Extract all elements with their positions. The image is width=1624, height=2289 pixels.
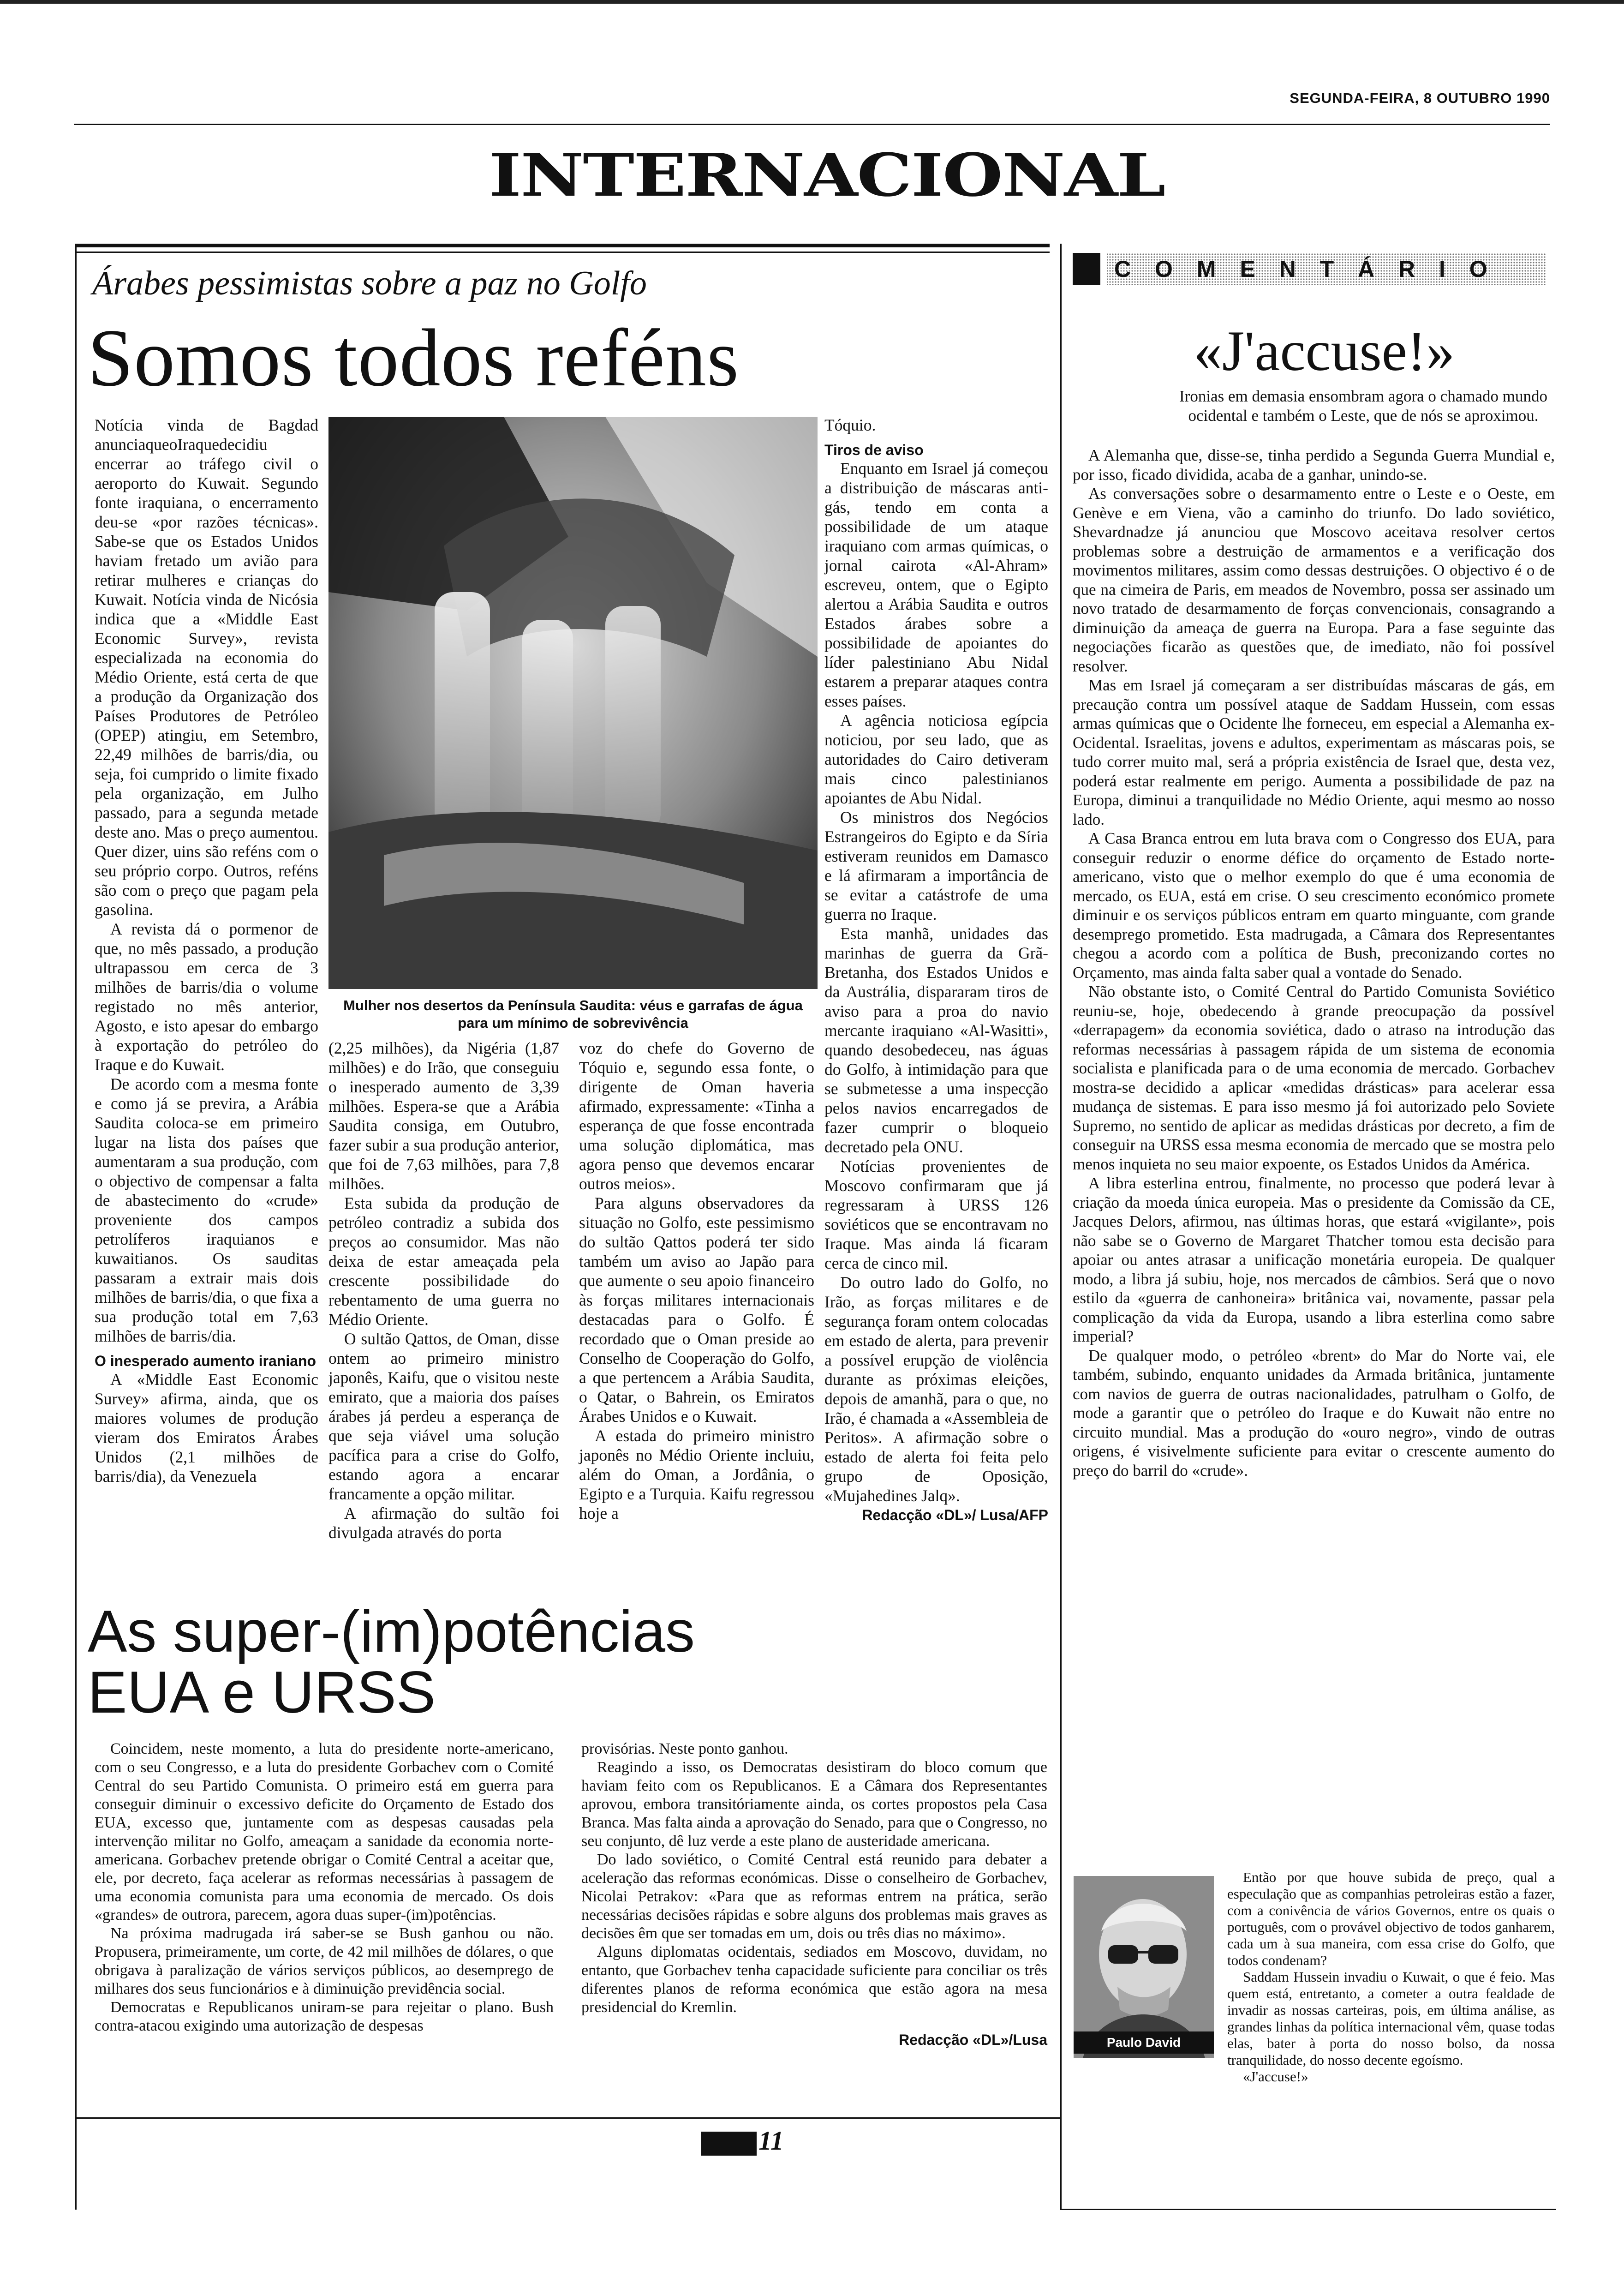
- subheading: O inesperado aumento iraniano: [95, 1353, 316, 1369]
- paragraph: Ironias em demasia ensombram agora o chamado mundo ocidental e também o Leste, que de nós se aproximou.: [1179, 387, 1547, 425]
- paragraph: Notícia vinda de Bagdad anunciaqueoIraquedecidiu encerrar ao tráfego civil o aeroporto do Kuwait. Segundo fonte iraquiana, o encerramento deu-se «por razões técnicas». Sabe-se que os Estados Unidos haviam fretado um avião para retirar mulheres e crianças do Kuwait. Notícia vinda de Nicósia indica que a «Middle East Economic Survey», revista especializada na economia do Médio Oriente, está certa de que a produção da Organização dos Países Produtores de Petróleo (OPEP) atingiu, em Setembro, 22,49 milhões de barris/dia, ou seja, foi cumprido o limite fixado pela organização, em Julho passado, para a segunda metade deste ano. Mas o preço aumentou. Quer dizer, uins são reféns com o seu próprio corpo. Outros, reféns são com o preço que pagam pela gasolina.: [95, 416, 318, 919]
- bottom-rule-right: [1060, 2209, 1556, 2210]
- author-photo: [1074, 1876, 1214, 2058]
- paragraph: Para alguns observadores da situação no Golfo, este pessimismo do sultão Qattos poderá ter sido também um aviso ao Japão para que aumente o seu apoio financeiro às forças militares internacionais destacadas para o Golfo. É recordado que o Oman preside ao Conselho de Cooperação do Golfo, a que pertencem a Arábia Saudita, o Qatar, o Bahrein, os Emiratos Árabes Unidos e o Kuwait.: [579, 1194, 814, 1426]
- comment-body-wrap: [1227, 1869, 1555, 2085]
- article-top-rule: [76, 244, 1050, 247]
- photo-graphic: [328, 417, 818, 989]
- paragraph: A «Middle East Economic Survey» afirma, ainda, que os maiores volumes de produção vieram dos Emiratos Árabes Unidos (2,1 milhões de barris/dia), da Venezuela: [95, 1370, 318, 1486]
- author-name: Paulo David: [1074, 2031, 1214, 2054]
- paragraph: A afirmação do sultão foi divulgada através do porta: [328, 1504, 559, 1542]
- article-kicker: Árabes pessimistas sobre a paz no Golfo: [92, 264, 647, 302]
- issue-date: SEGUNDA-FEIRA, 8 OUTUBRO 1990: [1290, 90, 1550, 106]
- top-border: [0, 0, 1624, 4]
- comment-label: C O M E N T Á R I O: [1114, 256, 1499, 282]
- paragraph: Enquanto em Israel já começou a distribuição de máscaras anti-gás, tendo em conta a possibilidade de um ataque iraquiano com armas químicas, o jornal cairota «Al-Ahram» escreveu, ontem, que o Egipto alertou a Arábia Saudita e outros Estados árabes sobre a possibilidade de apoiantes do líder palestiniano Abu Nidal estarem a preparar ataques contra esses países.: [824, 459, 1048, 710]
- article1-column-3: [579, 1038, 814, 1523]
- section-title: INTERNACIONAL: [489, 141, 1165, 210]
- article1-column-1: [95, 415, 318, 1486]
- folio-number: 11: [758, 2126, 784, 2156]
- article1-column-2: [328, 1038, 559, 1542]
- paragraph: «J'accuse!»: [1243, 2068, 1308, 2085]
- headline-line-2: EUA e URSS: [88, 1660, 436, 1726]
- article1-column-4: [824, 415, 1048, 1525]
- paragraph: A estada do primeiro ministro japonês no Médio Oriente incluiu, além do Oman, a Jordânia, o Egipto e a Turquia. Kaifu regressou hoje a: [579, 1426, 814, 1522]
- paragraph: O sultão Qattos, de Oman, disse ontem ao primeiro ministro japonês, Kaifu, que o visitou neste emirato, que a maioria dos países árabes já perdeu a esperança de que seja viável uma solução pacífica para a crise do Golfo, estando agora a encarar francamente a opção militar.: [328, 1330, 559, 1503]
- paragraph: Saddam Hussein invadiu o Kuwait, o que é feio. Mas quem está, entretanto, a cometer a outra fealdade de invadir as nossas carteiras, pois, em última análise, as grandes linhas da política internacional vêm, quase todas elas, bater à porta do nosso bolso, da nossa tranquilidade, do nosso decente egoísmo.: [1227, 1969, 1555, 2068]
- paragraph: A revista dá o pormenor de que, no mês passado, a produção ultrapassou em cerca de 3 milhões de barris/dia o volume registado no mês anterior, Agosto, e isto apesar do embargo à exportação do petróleo do Iraque e do Kuwait.: [95, 920, 318, 1074]
- article2-column-2: [581, 1740, 1047, 2049]
- paragraph: De qualquer modo, o petróleo «brent» do Mar do Norte vai, ele também, subindo, enquanto unidades da Armada britânica, juntamente com navios de guerra de outras nacionalidades, patrulham o Golfo, de mode a garantir que o petróleo do Iraque e do Kuwait não entre no circuito mundial. Mas a produção do «ouro negro», vindo de outras origens, é visivelmente suficiente para evitar o crescente aumento do preço do barril do «crude».: [1073, 1346, 1555, 1480]
- paragraph: De acordo com a mesma fonte e como já se previra, a Arábia Saudita coloca-se em primeiro lugar na lista dos países que aumentaram a sua produção, com o objectivo de compensar a falta de abastecimento do «crude» proveniente dos campos petrolíferos iraquianos e kuwaitianos. Os sauditas passaram a extrair mais dois milhões de barris/dia, o que fixa a sua produção total em 7,63 milhões de barris/dia.: [95, 1075, 318, 1345]
- photo-caption: Mulher nos desertos da Península Saudita: véus e garrafas de água para um mínimo de sobrevivência: [343, 997, 803, 1031]
- article-credit: Redacção «DL»/ Lusa/AFP: [862, 1507, 1048, 1523]
- comment-label-bar: [1073, 253, 1546, 285]
- bottom-rule-left: [75, 2117, 1062, 2119]
- article-credit: Redacção «DL»/Lusa: [899, 2031, 1047, 2048]
- comment-title: «J'accuse!»: [1193, 319, 1455, 383]
- paragraph: Esta subida da produção de petróleo contradiz a subida dos preços ao consumidor. Mas não deixa de estar ameaçada pela crescente possibilidade do rebentamento de uma guerra no Médio Oriente.: [328, 1194, 559, 1329]
- paragraph: Então por que houve subida de preço, qual a especulação que as companhias petroleiras estão a fazer, com a conivência de vários Governos, entre os quais o português, com o provável objectivo de todos ganharem, cada um à sua maneira, com essa crise do Golfo, que todos condenam?: [1227, 1869, 1555, 1968]
- paragraph: Coincidem, neste momento, a luta do presidente norte-americano, com o seu Congresso, e a luta do presidente Gorbachev com o Comité Central do seu Partido Comunista. O primeiro está em guerra para conseguir diminuir o excessivo deficite do Orçamento de Estado dos EUA, excesso que, juntamente com as despesas causadas pela intervenção militar no Golfo, ameaçam a sanidade da economia norte-americana. Gorbachev pretende obrigar o Comité Central a aceitar que, ele, por decreto, faça acelerar as reformas necessárias à passagem de uma economia comunista para uma economia de mercado. Os dois «grandes» de outrora, parecem, agora duas super-(im)potências.: [95, 1740, 554, 1923]
- page-number: [701, 2125, 784, 2156]
- paragraph: As conversações sobre o desarmamento entre o Leste e o Oeste, em Genève e em Viena, vão a caminho do triunfo. Do lado soviético, Shevardnadze já anunciou que Moscovo aceitava resolver certos problemas sobre a destruição de armamentos e a verificação dos movimentos militares, assim como dessas destruições. O objectivo é o de que na cimeira de Paris, em meados de Novembro, possa ser assinado um novo tratado de desarmamento de forças convencionais, consagrando a diminuição da ameaça de guerra na Europa. Para a fase seguinte das negociações ficarão as questões que, de imediato, não foi possível resolver.: [1073, 485, 1555, 675]
- comment-body-main: [1073, 446, 1555, 1480]
- paragraph: Tóquio.: [824, 416, 876, 434]
- folio-logo-icon: [701, 2132, 757, 2156]
- paragraph: Reagindo a isso, os Democratas desistiram do bloco comum que haviam feito com os Republicanos. E a Câmara dos Representantes aprovou, embora transitóriamente ainda, os cortes propostos pela Casa Branca. Mas falta ainda a aprovação do Senado, para que o Congresso, no seu conjunto, dê luz verde a este plano de austeridade americana.: [581, 1759, 1047, 1850]
- paragraph: (2,25 milhões), da Nigéria (1,87 milhões) e do Irão, que conseguiu o inesperado aumento de 3,39 milhões. Espera-se que a Arábia Saudita consiga, em Outubro, fazer subir a sua produção anterior, que foi de 7,63 milhões, para 7,8 milhões.: [328, 1039, 559, 1193]
- paragraph: A Casa Branca entrou em luta brava com o Congresso dos EUA, para conseguir reduzir o enorme défice do orçamento de Estado norte-americano, visto que o melhor exemplo do que é uma economia de mercado, os EUA, está em crise. O seu crescimento económico promete diminuir e os serviços públicos entram em quarto minguante, com grande desemprego prometido. Esta madrugada, a Câmara dos Representantes chegou a acordo com a política de Bush, preconizando cortes no Orçamento, mas ainda falta saber qual a vontade do Senado.: [1073, 829, 1555, 982]
- article2-headline: [88, 1599, 695, 1726]
- paragraph: voz do chefe do Governo de Tóquio e, segundo essa fonte, o dirigente de Oman haveria afirmado, expressamente: «Tinha a esperança de que fosse encontrada uma solução diplomática, mas agora penso que devemos encarar outros meios».: [579, 1039, 814, 1193]
- article-top-rule-thin: [76, 252, 1050, 253]
- paragraph: Mas em Israel já começaram a ser distribuídas máscaras de gás, em precaução contra um possível ataque de Saddam Hussein, com essas armas químicas que o Ocidente lhe forneceu, em especial a Alemanha ex-Ocidental. Israelitas, jovens e adultos, experimentam as máscaras pois, se tudo correr muito mal, será a própria existência de Israel que, desta vez, poderá estar realmente em perigo. Aumenta a possibilidade de paz na Europa, diminui a tranquilidade no Médio Oriente, aqui mesmo ao nosso lado.: [1073, 676, 1555, 828]
- article2-column-1: [95, 1740, 554, 2035]
- paragraph: Não obstante isto, o Comité Central do Partido Comunista Soviético reuniu-se, hoje, obedecendo à grande preocupação da possível «derrapagem» da economia soviética, dado o atraso na introdução das reformas necessárias à passagem rápida de um sistema de economia socialista e planificada para o de uma economia de mercado. Gorbachev mostra-se decidido a aplicar «medidas drásticas» para acelerar essa mudança de sistemas. E para isso mesmo já foi autorizado pelo Soviete Supremo, no sentido de aplicar as medidas drásticas por decreto, a fim de conseguir na URSS essa mesma economia de mercado que se mostra pelo menos inquieta no seu maior expoente, os Estados Unidos da América.: [1073, 983, 1555, 1173]
- article-left-rule: [75, 244, 77, 2210]
- paragraph: Alguns diplomatas ocidentais, sediados em Moscovo, duvidam, no entanto, que Gorbachev tenha capacidade suficiente para conciliar os três diferentes planos de reforma económica que estão agora na mesa presidencial do Kremlin.: [581, 1943, 1047, 2016]
- paragraph: Democratas e Republicanos uniram-se para rejeitar o plano. Bush contra-atacou exigindo uma autorização de despesas: [95, 1999, 554, 2034]
- headline-line-1: As super-(im)potências: [88, 1599, 695, 1665]
- paragraph: Esta manhã, unidades das marinhas de guerra da Grã-Bretanha, dos Estados Unidos e da Austrália, dispararam tiros de aviso para a proa do navio mercante iraquiano «Al-Wasitti», quando desobedeceu, nas águas do Golfo, à intimidação para que se submetesse a uma inspecção pelos navios encarregados de fazer cumprir o bloqueio decretado pela ONU.: [824, 924, 1048, 1156]
- header-rule: [74, 124, 1550, 125]
- subheading: Tiros de aviso: [824, 442, 924, 458]
- paragraph: A Alemanha que, disse-se, tinha perdido a Segunda Guerra Mundial e, por isso, ficado dividida, acaba de a ganhar, unindo-se.: [1073, 446, 1555, 484]
- paragraph: Na próxima madrugada irá saber-se se Bush ganhou ou não. Propusera, primeiramente, um corte, de 42 mil milhões de dólares, o que obrigava à paralização de vários serviços públicos, ao desemprego de milhares dos seus funcionários e à diminuição previdência social.: [95, 1925, 554, 1997]
- paragraph: A libra esterlina entrou, finalmente, no processo que poderá levar à criação da moeda única europeia. Mas o presidente da Comissão da CE, Jacques Delors, afirmou, nas últimas horas, que estará «vigilante», pois não sabe se o Governo de Margaret Thatcher tomou esta decisão para apoiar ou antes atrasar a unificação monetária europeia. De qualquer modo, a libra já subiu, hoje, nos mercados de câmbios. Será que o novo estilo da «guerra de canhoneira» britânica vai, novamente, passar pela complicação da vida da Europa, usando a libra esterlina como sabre imperial?: [1073, 1174, 1555, 1345]
- photo-desert-woman: [328, 417, 818, 989]
- paragraph: Os ministros dos Negócios Estrangeiros do Egipto e da Síria estiveram reunidos em Damasco e lá afirmaram a importância de se evitar a catástrofe de uma guerra no Iraque.: [824, 808, 1048, 923]
- paragraph: Do outro lado do Golfo, no Irão, as forças militares e de segurança foram ontem colocadas em estado de alerta, para prevenir a possível erupção de violência durante as próximas eleições, depois de amanhã, para o que, no Irão, é chamada a «Assembleia de Peritos». A afirmação sobre o estado de alerta foi feita pelo grupo de Oposição, «Mujahedines Jalq».: [824, 1273, 1048, 1505]
- author-portrait-graphic: [1074, 1876, 1214, 2058]
- article-headline: Somos todos reféns: [88, 312, 740, 403]
- comment-divider: [1060, 244, 1062, 2210]
- paragraph: Notícias provenientes de Moscovo confirmaram que já regressaram à URSS 126 soviéticos que se encontravam no Iraque. Mas ainda lá ficaram cerca de cinco mil.: [824, 1157, 1048, 1272]
- comment-body: [1172, 387, 1555, 425]
- paragraph: Do lado soviético, o Comité Central está reunido para debater a aceleração das reformas económicas. Disse o conselheiro de Gorbachev, Nicolai Petrakov: «Para que as reformas entrem na prática, serão necessárias decisões rápidas e sobre alguns dos problemas mais graves as decisões êm que ser tomadas em um, dois ou três dias no máximo».: [581, 1851, 1047, 1942]
- paragraph: A agência noticiosa egípcia noticiou, por seu lado, que as autoridades do Cairo detiveram mais cinco palestinianos apoiantes de Abu Nidal.: [824, 711, 1048, 807]
- paragraph: provisórias. Neste ponto ganhou.: [581, 1740, 788, 1757]
